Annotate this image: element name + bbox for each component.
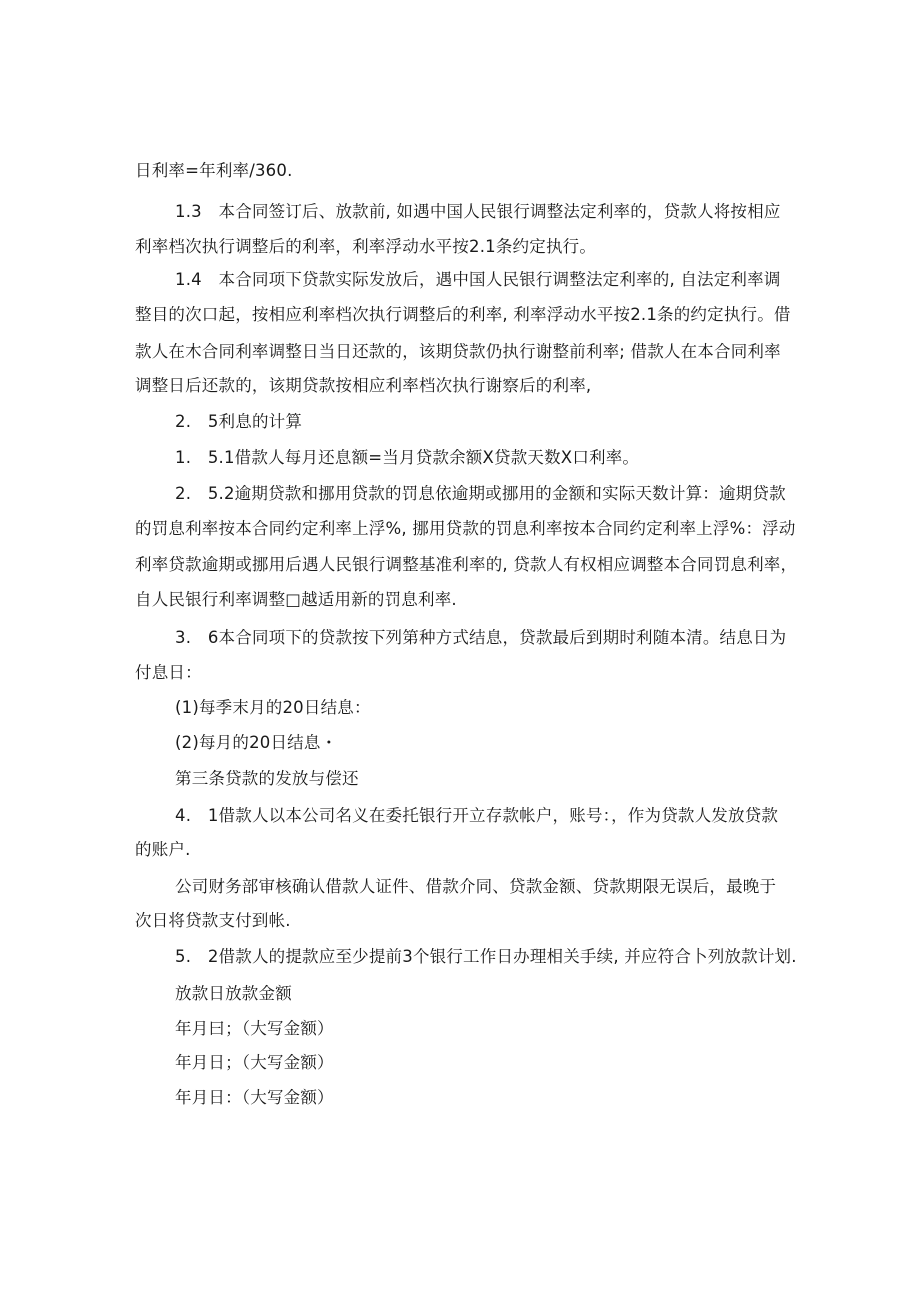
paragraph-line: 利率贷款逾期或挪用后遇人民银行调整基准利率的, 贷款人有权相应调整本合同罚息利率， — [135, 555, 798, 574]
list-item: 年月日：（大写金额） — [175, 1088, 334, 1107]
paragraph-line: 4. 1借款人以本公司名义在委托银行开立存款帐户，账号：，作为贷款人发放贷款 — [175, 806, 779, 825]
list-item: 年月曰；（大写金额） — [175, 1019, 334, 1038]
section-heading: 第三条贷款的发放与偿还 — [175, 769, 359, 788]
paragraph-line: 放款日放款金额 — [175, 984, 292, 1003]
paragraph-line: 利率档次执行调整后的利率，利率浮动水平按2.1条约定执行。 — [135, 237, 597, 256]
section-heading: 2. 5利息的计算 — [175, 412, 303, 431]
paragraph-line: 1. 5.1借款人每月还息额=当月贷款余额X贷款天数X口利率。 — [175, 448, 640, 467]
paragraph-line: 整目的次口起，按相应利率档次执行调整后的利率, 利率浮动水平按2.1条的约定执行。借 — [135, 305, 791, 324]
paragraph-line: 1.3 本合同签订后、放款前, 如遇中国人民银行调整法定利率的，贷款人将按相应 — [175, 202, 781, 221]
paragraph-line: 公司财务部审核确认借款人证件、借款介同、贷款金额、贷款期限无误后，最晚于 — [175, 877, 777, 896]
paragraph-line: 的罚息利率按本合同约定利率上浮%, 挪用贷款的罚息利率按本合同约定利率上浮%：浮动 — [135, 519, 796, 538]
list-item: (1)每季末月的20日结息： — [175, 698, 371, 717]
list-item: 年月日；（大写金额） — [175, 1053, 334, 1072]
paragraph-line: 次日将贷款支付到帐. — [135, 911, 291, 930]
paragraph-line: 日利率=年利率/360. — [135, 161, 293, 180]
list-item: (2)每月的20日结息・ — [175, 733, 338, 752]
paragraph-line: 1.4 本合同项下贷款实际发放后，遇中国人民银行调整法定利率的, 自法定利率调 — [175, 270, 781, 289]
paragraph-line: 5. 2借款人的提款应至少提前3个银行工作日办理相关手续, 并应符合卜列放款计划. — [175, 947, 797, 966]
paragraph-line: 3. 6本合同项下的贷款按下列第种方式结息，贷款最后到期时利随本清。结息日为 — [175, 628, 787, 647]
paragraph-line: 自人民银行利率调整□越适用新的罚息利率. — [135, 590, 457, 609]
paragraph-line: 款人在木合同利率调整日当日还款的，该期贷款仍执行谢整前利率; 借款人在本合同利率 — [135, 342, 781, 361]
paragraph-line: 调整日后还款的，该期贷款按相应利率档次执行谢察后的利率, — [135, 376, 592, 395]
paragraph-line: 的账户. — [135, 840, 191, 859]
paragraph-line: 2. 5.2逾期贷款和挪用贷款的罚息依逾期或挪用的金额和实际天数计算：逾期贷款 — [175, 484, 786, 503]
paragraph-line: 付息日： — [135, 663, 202, 682]
